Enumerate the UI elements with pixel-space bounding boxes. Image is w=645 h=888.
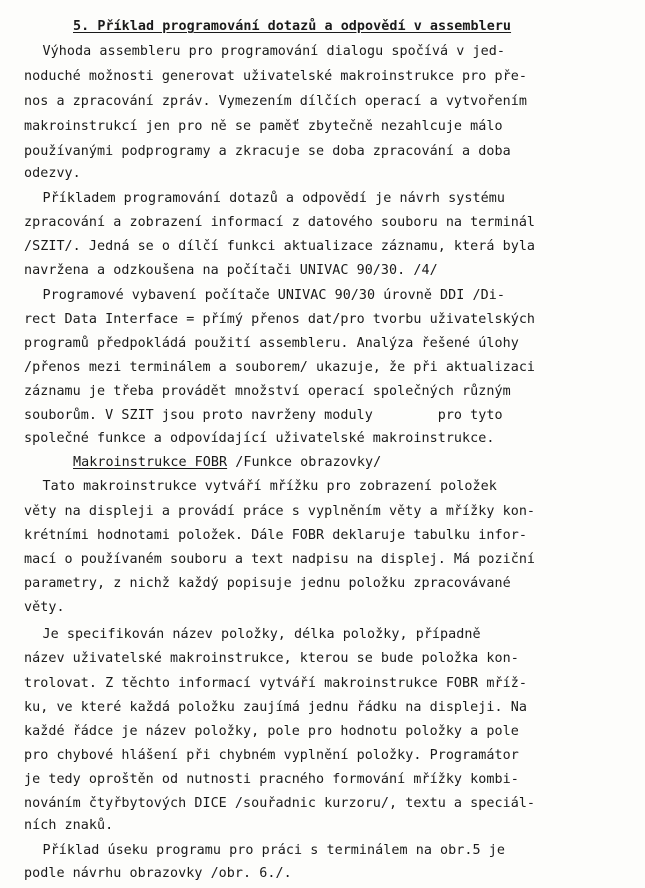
section-heading-text: 5. Příklad programování dotazů a odpovědí v assembleru <box>73 19 512 34</box>
text-line: ních znaků. <box>24 818 114 833</box>
subheading <box>73 455 381 471</box>
text-line: zpracování a zobrazení informací z datového souboru na terminál <box>24 215 536 230</box>
text-line: věty. <box>24 600 65 615</box>
subheading-underlined: Makroinstrukce FOBR <box>73 455 228 470</box>
text-line: každé řádce je název položky, pole pro hodnotu položky a pole <box>24 724 519 739</box>
text-line: makroinstrukcí jen pro ně se paměť zbytečně nezahlcuje málo <box>24 119 503 134</box>
text-line: Příklad úseku programu pro práci s terminálem na obr.5 je <box>2 843 505 858</box>
text-line: parametry, z nichž každý popisuje jednu položku zpracovávané <box>24 576 511 591</box>
text-line: odezvy. <box>24 166 81 181</box>
text-line: krétními hodnotami položek. Dále FOBR deklaruje tabulku infor- <box>24 528 527 543</box>
text-line: pro chybové hlášení při chybném vyplnění položky. Programátor <box>24 748 519 763</box>
section-heading <box>73 19 511 35</box>
text-line: název uživatelské makroinstrukce, kterou se bude položka kon- <box>24 651 519 666</box>
text-line: trolovat. Z těchto informací vytváří makroinstrukce FOBR mříž- <box>24 676 527 691</box>
text-line: Tato makroinstrukce vytváří mřížku pro zobrazení položek <box>2 479 497 494</box>
text-line: nováním čtyřbytových DICE /souřadnic kurzoru/, textu a speciál- <box>24 796 536 811</box>
text-line: ku, ve které každá položku zaujímá jednu řádku na displeji. Na <box>24 700 527 715</box>
text-line: podle návrhu obrazovky /obr. 6./. <box>24 866 292 881</box>
text-line: společné funkce a odpovídající uživatelské makroinstrukce. <box>24 431 495 446</box>
text-line: navržena a odzkoušena na počítači UNIVAC 90/30. /4/ <box>24 263 438 278</box>
text-line: Programové vybavení počítače UNIVAC 90/30 úrovně DDI /Di- <box>2 288 505 303</box>
text-line: programů předpokládá použití assembleru. Analýza řešené úlohy <box>24 336 519 351</box>
text-line: Je specifikován název položky, délka položky, případně <box>2 627 481 642</box>
text-line: Výhoda assembleru pro programování dialogu spočívá v jed- <box>2 44 505 59</box>
text-line: používanými podprogramy a zkracuje se doba zpracování a doba <box>24 144 511 159</box>
text-line: záznamu je třeba provádět množství operací společných různým <box>24 384 511 399</box>
text-line: věty na displeji a provádí práce s vyplněním věty a mřížky kon- <box>24 504 536 519</box>
text-line: /přenos mezi terminálem a souborem/ ukazuje, že při aktualizaci <box>24 360 536 375</box>
subheading-rest: /Funkce obrazovky/ <box>227 455 382 470</box>
text-line: souborům. V SZIT jsou proto navrženy moduly pro tyto <box>24 408 503 423</box>
text-line: /SZIT/. Jedná se o dílčí funkci aktualizace záznamu, která byla <box>24 239 536 254</box>
text-line: nos a zpracování zpráv. Vymezením dílčích operací a vytvořením <box>24 94 527 109</box>
text-line: rect Data Interface = přímý přenos dat/pro tvorbu uživatelských <box>24 312 536 327</box>
text-line: je tedy oproštěn od nutnosti pracného formování mřížky kombi- <box>24 772 519 787</box>
text-line: noduché možnosti generovat uživatelské makroinstrukce pro pře- <box>24 69 527 84</box>
text-line: mací o používaném souboru a text nadpisu na displej. Má poziční <box>24 552 536 567</box>
text-line: Příkladem programování dotazů a odpovědí je návrh systému <box>2 191 505 206</box>
